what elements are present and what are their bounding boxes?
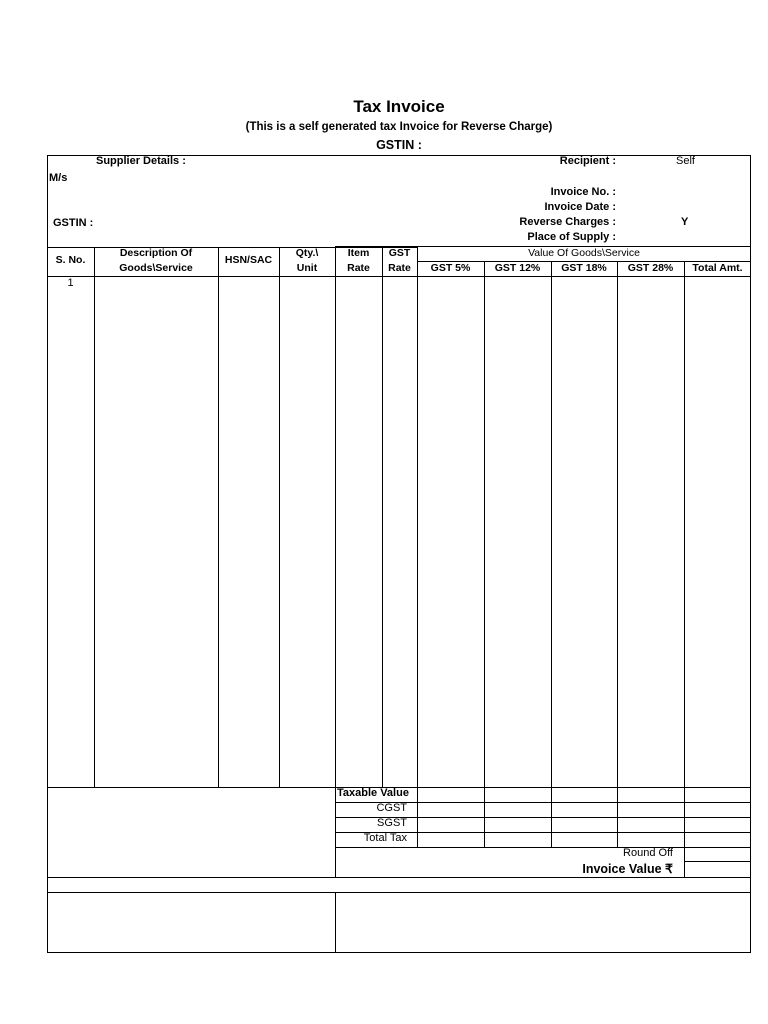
invoice-date-label: Invoice Date : bbox=[544, 201, 616, 213]
header-description-line2: Goods\Service bbox=[119, 262, 193, 274]
invoice-value-label: Invoice Value ₹ bbox=[582, 862, 673, 876]
invoice-no-label: Invoice No. : bbox=[550, 186, 616, 198]
header-gst-line1: GST bbox=[388, 247, 411, 259]
reverse-charges-value: Y bbox=[681, 216, 689, 228]
invoice-title: Tax Invoice bbox=[353, 97, 445, 116]
header-gst28: GST 28% bbox=[627, 262, 674, 274]
reverse-charges-label: Reverse Charges : bbox=[519, 216, 616, 228]
sgst-label: SGST bbox=[377, 817, 407, 829]
supplier-details-label: Supplier Details : bbox=[96, 155, 186, 167]
round-off-label: Round Off bbox=[623, 847, 673, 859]
header-qty-line2: Unit bbox=[296, 262, 318, 274]
table-row-sno: 1 bbox=[67, 277, 74, 289]
header-item-line2: Rate bbox=[347, 262, 370, 274]
header-qty-line1: Qty.\ bbox=[295, 247, 319, 259]
header-value-group: Value Of Goods\Service bbox=[528, 247, 640, 259]
header-gst-rate bbox=[382, 246, 417, 276]
header-gstin-label: GSTIN : bbox=[376, 138, 422, 152]
header-item-line1: Item bbox=[347, 247, 370, 259]
invoice-subtitle: (This is a self generated tax Invoice for Reverse Charge) bbox=[245, 121, 553, 133]
header-hsn: HSN/SAC bbox=[224, 254, 273, 266]
header-total: Total Amt. bbox=[692, 262, 743, 274]
header-qty bbox=[279, 246, 335, 276]
header-description bbox=[94, 246, 218, 276]
header-sno: S. No. bbox=[55, 254, 86, 266]
header-description-line1: Description Of bbox=[119, 247, 193, 259]
cgst-label: CGST bbox=[376, 802, 407, 814]
header-gst18: GST 18% bbox=[561, 262, 607, 274]
place-of-supply-label: Place of Supply : bbox=[527, 231, 616, 243]
recipient-value: Self bbox=[676, 155, 695, 167]
recipient-label: Recipient : bbox=[559, 155, 616, 167]
supplier-gstin-label: GSTIN : bbox=[53, 217, 94, 229]
header-item-rate bbox=[335, 246, 382, 276]
ms-label: M/s bbox=[49, 172, 68, 184]
taxable-value-label: Taxable Value bbox=[337, 787, 409, 799]
header-gst-line2: Rate bbox=[388, 262, 411, 274]
total-tax-label: Total Tax bbox=[363, 832, 407, 844]
header-gst12: GST 12% bbox=[494, 262, 541, 274]
header-gst5: GST 5% bbox=[430, 262, 471, 274]
